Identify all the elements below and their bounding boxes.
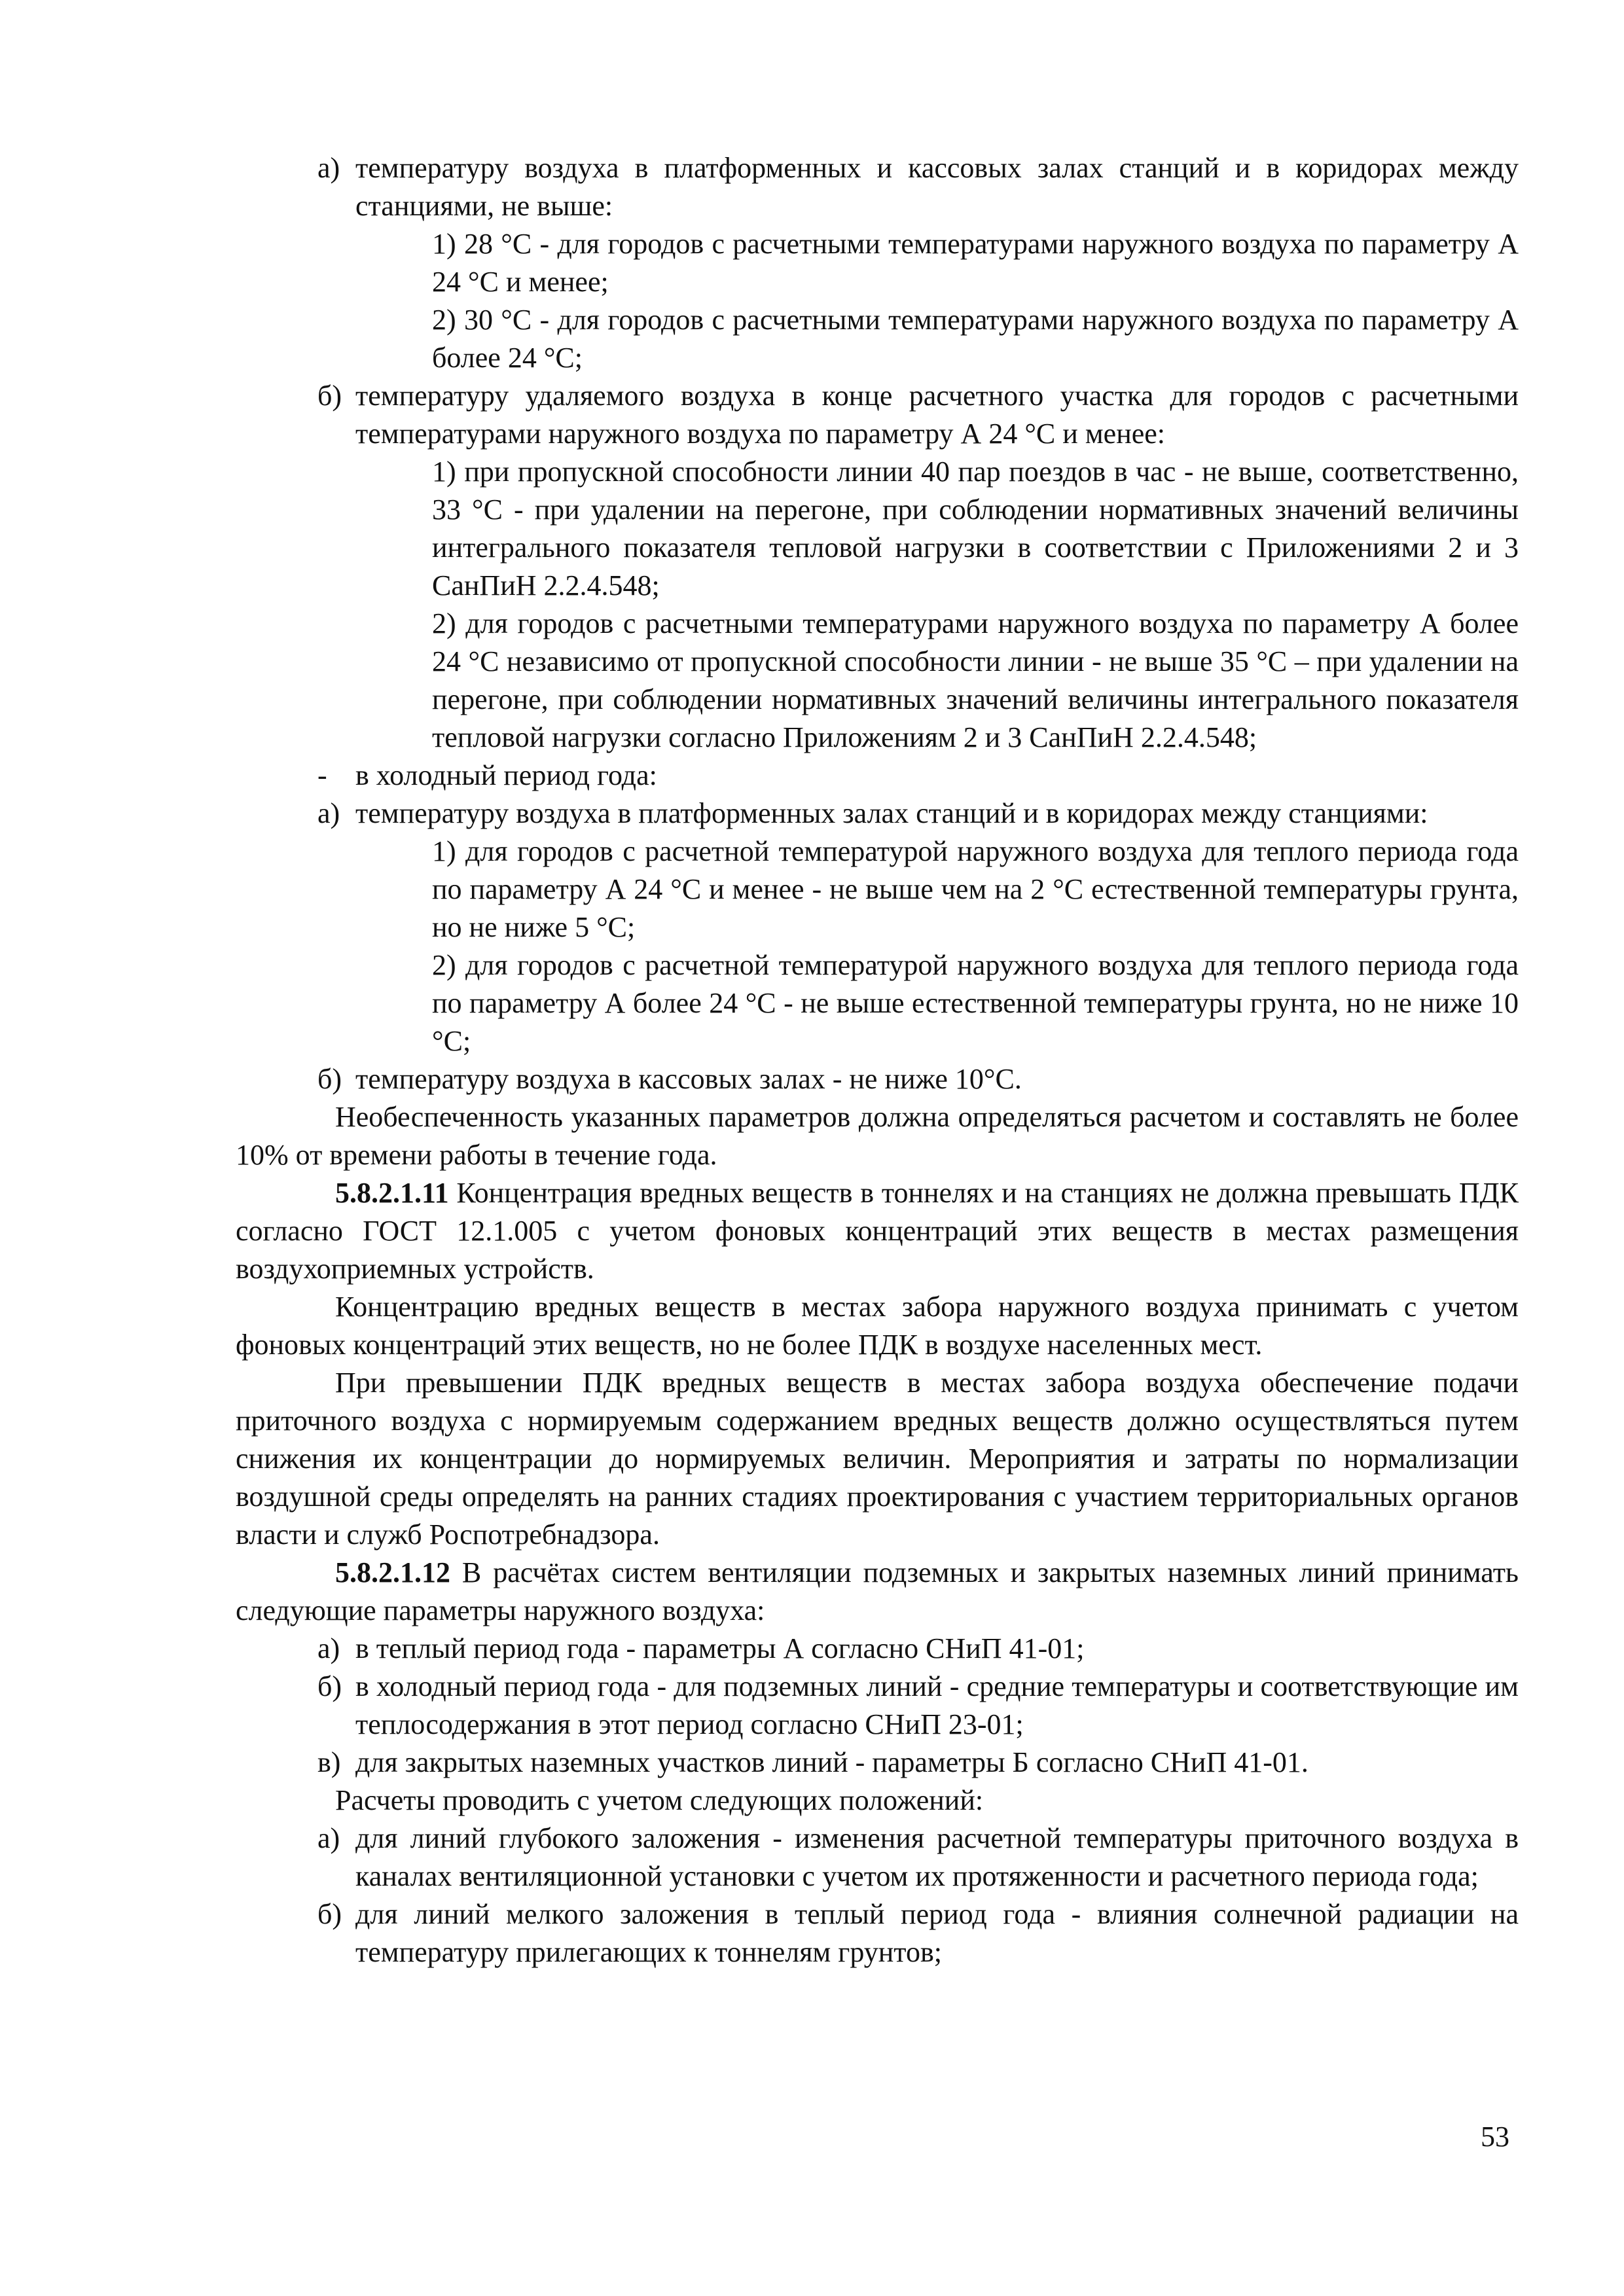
list-item	[317, 757, 1519, 795]
list-marker: -	[317, 759, 327, 791]
list-marker: б)	[317, 1063, 342, 1095]
list-marker: б)	[317, 1670, 342, 1702]
sub-list-item: 2) для городов с расчетными температурами наружного воздуха по параметру А более 24 °С независимо от пропускной способности линии - не выше 35 °С – при удалении на перегоне, при соблюдении нормативных значений величины интегрального показателя тепловой нагрузки согласно Приложениям 2 и 3 СанПиН 2.2.4.548;	[432, 607, 1519, 753]
list-text: в холодный период года - для подземных линий - средние температуры и соответствующие им теплосодержания в этот период согласно СНиП 23-01;	[355, 1670, 1519, 1740]
list-text: для линий глубокого заложения - изменения расчетной температуры приточного воздуха в каналах вентиляционной установки с учетом их протяженности и расчетного периода года;	[355, 1822, 1519, 1892]
paragraph-text: Необеспеченность указанных параметров должна определяться расчетом и составлять не более 10% от времени работы в течение года.	[236, 1101, 1519, 1171]
list-marker: б)	[317, 1898, 342, 1930]
list-item	[317, 1630, 1519, 1668]
list-marker: в)	[317, 1746, 341, 1778]
list-text: для закрытых наземных участков линий - параметры Б согласно СНиП 41-01.	[355, 1746, 1308, 1778]
list-item	[317, 1895, 1519, 1971]
list-item	[317, 1668, 1519, 1744]
list-item	[317, 1744, 1519, 1782]
list-text: температуру воздуха в платформенных залах станций и в коридорах между станциями:	[355, 797, 1428, 829]
page-number: 53	[1481, 2121, 1509, 2153]
page-body	[236, 149, 1519, 1971]
clause-number: 5.8.2.1.11	[335, 1177, 449, 1209]
list-text: в холодный период года:	[355, 759, 657, 791]
list-item	[317, 795, 1519, 833]
list-item	[317, 1820, 1519, 1895]
list-marker: а)	[317, 152, 340, 184]
list-marker: а)	[317, 1632, 340, 1664]
list-item	[317, 149, 1519, 225]
list-item	[317, 377, 1519, 453]
paragraph	[236, 1364, 1519, 1554]
list-text: температуру воздуха в платформенных и кассовых залах станций и в коридорах между станциями, не выше:	[355, 152, 1519, 222]
clause-paragraph	[236, 1174, 1519, 1288]
paragraph-text: При превышении ПДК вредных веществ в местах забора воздуха обеспечение подачи приточного воздуха с нормируемым содержанием вредных веществ должно осуществляться путем снижения их концентрации до нормируемых величин. Мероприятия и затраты по нормализации воздушной среды определять на ранних стадиях проектирования с участием территориальных органов власти и служб Роспотребнадзора.	[236, 1367, 1519, 1551]
list-marker: б)	[317, 380, 342, 412]
paragraph	[236, 1288, 1519, 1364]
sub-list-item: 1) 28 °С - для городов с расчетными температурами наружного воздуха по параметру А 24 °С и менее;	[432, 228, 1519, 298]
paragraph-text: Концентрацию вредных веществ в местах забора наружного воздуха принимать с учетом фоновых концентраций этих веществ, но не более ПДК в воздухе населенных мест.	[236, 1291, 1519, 1361]
sub-list-item: 1) для городов с расчетной температурой наружного воздуха для теплого периода года по параметру А 24 °С и менее - не выше чем на 2 °С естественной температуры грунта, но не ниже 5 °С;	[432, 835, 1519, 943]
list-item	[317, 1060, 1519, 1098]
paragraph-text: В расчётах систем вентиляции подземных и закрытых наземных линий принимать следующие параметры наружного воздуха:	[236, 1556, 1519, 1626]
clause-number: 5.8.2.1.12	[335, 1556, 450, 1588]
list-marker: а)	[317, 797, 340, 829]
paragraph: Расчеты проводить с учетом следующих положений:	[335, 1784, 984, 1816]
list-text: температуру воздуха в кассовых залах - не ниже 10°С.	[355, 1063, 1022, 1095]
list-text: температуру удаляемого воздуха в конце расчетного участка для городов с расчетными температурами наружного воздуха по параметру А 24 °С и менее:	[355, 380, 1519, 450]
sub-list-item: 2) для городов с расчетной температурой наружного воздуха для теплого периода года по параметру А более 24 °С - не выше естественной температуры грунта, но не ниже 10 °С;	[432, 949, 1519, 1057]
clause-paragraph	[236, 1554, 1519, 1630]
paragraph	[236, 1098, 1519, 1174]
sub-list-item: 2) 30 °С - для городов с расчетными температурами наружного воздуха по параметру А более 24 °С;	[432, 304, 1519, 374]
paragraph-text: Концентрация вредных веществ в тоннелях и на станциях не должна превышать ПДК согласно ГОСТ 12.1.005 с учетом фоновых концентраций этих веществ в местах размещения воздухоприемных устройств.	[236, 1177, 1519, 1285]
list-text: в теплый период года - параметры А согласно СНиП 41-01;	[355, 1632, 1085, 1664]
list-marker: а)	[317, 1822, 340, 1854]
sub-list-item: 1) при пропускной способности линии 40 пар поездов в час - не выше, соответственно, 33 °С - при удалении на перегоне, при соблюдении нормативных значений величины интегрального показателя тепловой нагрузки в соответствии с Приложениями 2 и 3 СанПиН 2.2.4.548;	[432, 456, 1519, 601]
list-text: для линий мелкого заложения в теплый период года - влияния солнечной радиации на температуру прилегающих к тоннелям грунтов;	[355, 1898, 1519, 1968]
